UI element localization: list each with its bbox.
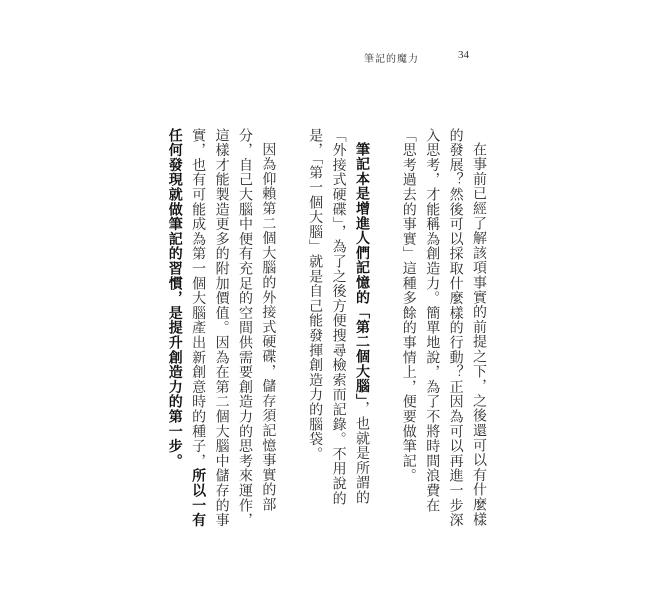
paragraph-3-emphasis: 所以一有任何發現就做筆記的習慣，是提升創造力的第一步。 (166, 128, 207, 528)
paragraph-gap (373, 128, 396, 532)
paragraph-3 (162, 128, 279, 532)
page-number: 34 (458, 49, 469, 61)
paragraph-2-emphasis: 筆記本是增進人們記憶的「第二個大腦」 (353, 142, 370, 402)
running-header-title: 筆記的魔力 (364, 54, 419, 65)
paragraph-2 (303, 128, 373, 532)
paragraph-3-text: 因為仰賴第二個大腦的外接式硬碟，儲存須記憶事實的部分，自己大腦中便有充足的空間供需要創造力的思考來運作，這樣才能製造更多的附加價值。因為在第二個大腦中儲存的事實，也有可能成為第一個大腦產出新創意時的種子， (190, 128, 277, 528)
vertical-body-text (166, 128, 490, 532)
paragraph-1: 在事前已經了解該項事實的前提之下，之後還可以有什麼樣的發展？然後可以採取什麼樣的行動？正因為可以再進一步深入思考，才能稱為創造力。簡單地說，為了不將時間浪費在「思考過去的事實」這種多餘的事情上，便要做筆記。 (400, 128, 487, 528)
paragraph-gap (279, 128, 302, 532)
paragraph-2-text: ，也就是所謂的「外接式硬碟」，為了之後方便搜尋檢索而記錄。不用說的是，「第一個大腦」就是自己能發揮創造力的腦袋。 (307, 128, 370, 506)
